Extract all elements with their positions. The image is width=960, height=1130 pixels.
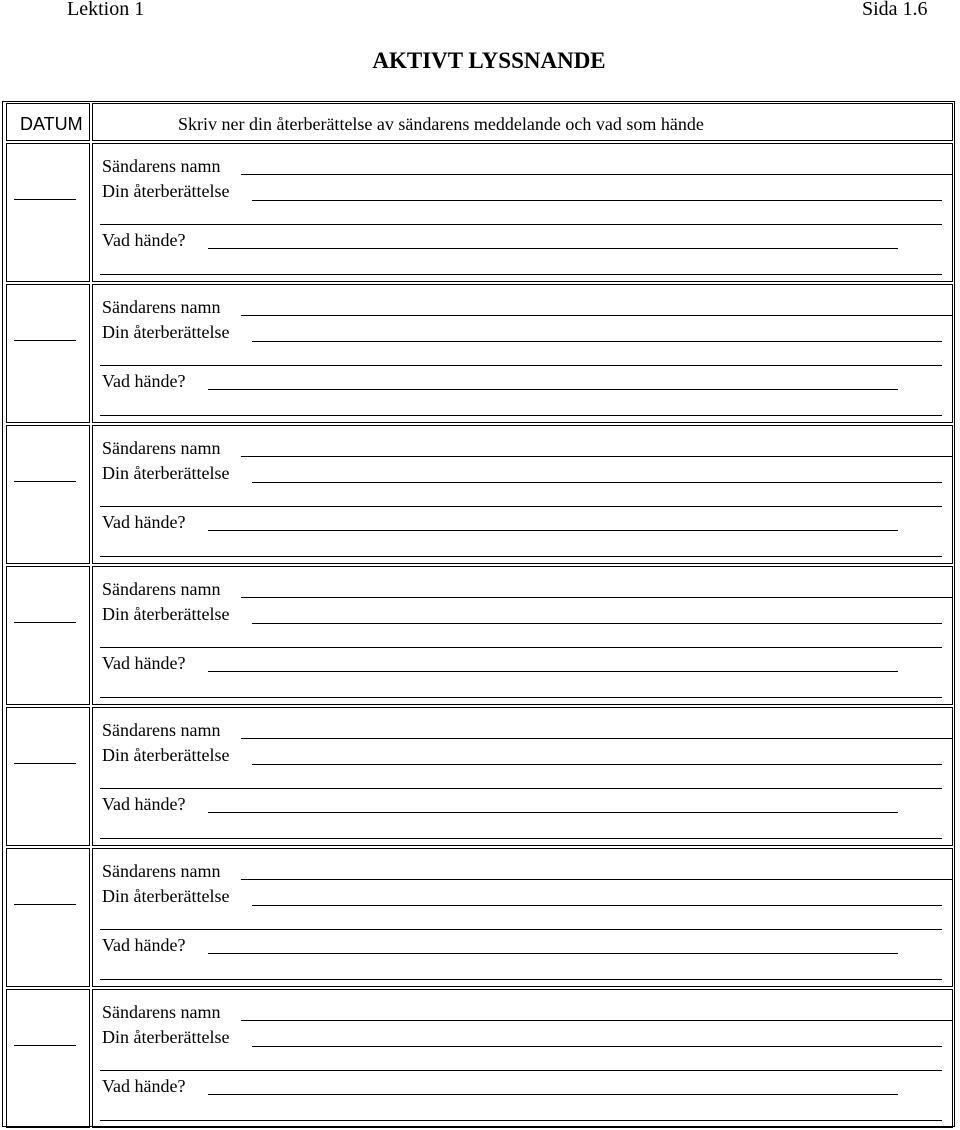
date-field[interactable] [14, 1045, 76, 1046]
sender-name-label: Sändarens namn [102, 861, 221, 881]
what-happened-field-line-2[interactable] [100, 838, 942, 839]
retelling-field-line-2[interactable] [100, 788, 942, 789]
sender-name-label: Sändarens namn [102, 720, 221, 740]
date-cell [6, 707, 90, 846]
page-title: AKTIVT LYSSNANDE [372, 48, 606, 73]
what-happened-field-line-2[interactable] [100, 1120, 942, 1121]
sender-name-field[interactable] [241, 738, 953, 739]
page-header-page-number: Sida 1.6 [862, 0, 928, 20]
what-happened-field-line-2[interactable] [100, 697, 942, 698]
retelling-field[interactable] [252, 341, 942, 342]
what-happened-field-line-2[interactable] [100, 415, 942, 416]
retelling-field[interactable] [252, 764, 942, 765]
what-happened-field[interactable] [208, 530, 898, 531]
what-happened-label: Vad hände? [102, 794, 186, 814]
retelling-label: Din återberättelse [102, 745, 230, 765]
date-cell [6, 143, 90, 282]
retelling-label: Din återberättelse [102, 322, 230, 342]
date-field[interactable] [14, 622, 76, 623]
retelling-field-line-2[interactable] [100, 506, 942, 507]
entry-cell [92, 425, 953, 564]
page-header-lesson: Lektion 1 [67, 0, 145, 20]
retelling-label: Din återberättelse [102, 604, 230, 624]
what-happened-label: Vad hände? [102, 1076, 186, 1096]
sender-name-field[interactable] [241, 1020, 953, 1021]
retelling-field-line-2[interactable] [100, 929, 942, 930]
retelling-label: Din återberättelse [102, 181, 230, 201]
what-happened-field[interactable] [208, 671, 898, 672]
what-happened-field[interactable] [208, 812, 898, 813]
retelling-field[interactable] [252, 200, 942, 201]
what-happened-field[interactable] [208, 953, 898, 954]
what-happened-field-line-2[interactable] [100, 979, 942, 980]
sender-name-label: Sändarens namn [102, 156, 221, 176]
sender-name-label: Sändarens namn [102, 579, 221, 599]
retelling-field[interactable] [252, 1046, 942, 1047]
date-header: DATUM [20, 114, 83, 134]
sender-name-label: Sändarens namn [102, 1002, 221, 1022]
date-cell [6, 989, 90, 1128]
retelling-field[interactable] [252, 482, 942, 483]
sender-name-field[interactable] [241, 879, 953, 880]
date-field[interactable] [14, 199, 76, 200]
retelling-field-line-2[interactable] [100, 224, 942, 225]
what-happened-field-line-2[interactable] [100, 556, 942, 557]
date-cell [6, 566, 90, 705]
what-happened-field[interactable] [208, 389, 898, 390]
what-happened-field-line-2[interactable] [100, 274, 942, 275]
what-happened-field[interactable] [208, 1094, 898, 1095]
what-happened-label: Vad hände? [102, 512, 186, 532]
date-cell [6, 425, 90, 564]
entry-cell [92, 284, 953, 423]
what-happened-label: Vad hände? [102, 371, 186, 391]
entry-cell [92, 989, 953, 1128]
retelling-field-line-2[interactable] [100, 647, 942, 648]
entry-cell [92, 566, 953, 705]
sender-name-label: Sändarens namn [102, 297, 221, 317]
retelling-label: Din återberättelse [102, 1027, 230, 1047]
what-happened-label: Vad hände? [102, 653, 186, 673]
date-cell [6, 284, 90, 423]
retelling-field-line-2[interactable] [100, 365, 942, 366]
sender-name-field[interactable] [241, 174, 953, 175]
what-happened-label: Vad hände? [102, 935, 186, 955]
retelling-label: Din återberättelse [102, 886, 230, 906]
sender-name-field[interactable] [241, 456, 953, 457]
date-field[interactable] [14, 340, 76, 341]
sender-name-field[interactable] [241, 597, 953, 598]
date-field[interactable] [14, 481, 76, 482]
entry-cell [92, 143, 953, 282]
what-happened-label: Vad hände? [102, 230, 186, 250]
retelling-field[interactable] [252, 905, 942, 906]
retelling-label: Din återberättelse [102, 463, 230, 483]
entry-cell [92, 707, 953, 846]
what-happened-field[interactable] [208, 248, 898, 249]
sender-name-field[interactable] [241, 315, 953, 316]
retelling-field[interactable] [252, 623, 942, 624]
entry-cell [92, 848, 953, 987]
date-field[interactable] [14, 763, 76, 764]
retelling-field-line-2[interactable] [100, 1070, 942, 1071]
sender-name-label: Sändarens namn [102, 438, 221, 458]
date-cell [6, 848, 90, 987]
instruction-text: Skriv ner din återberättelse av sändarens meddelande och vad som hände [178, 114, 704, 134]
date-field[interactable] [14, 904, 76, 905]
